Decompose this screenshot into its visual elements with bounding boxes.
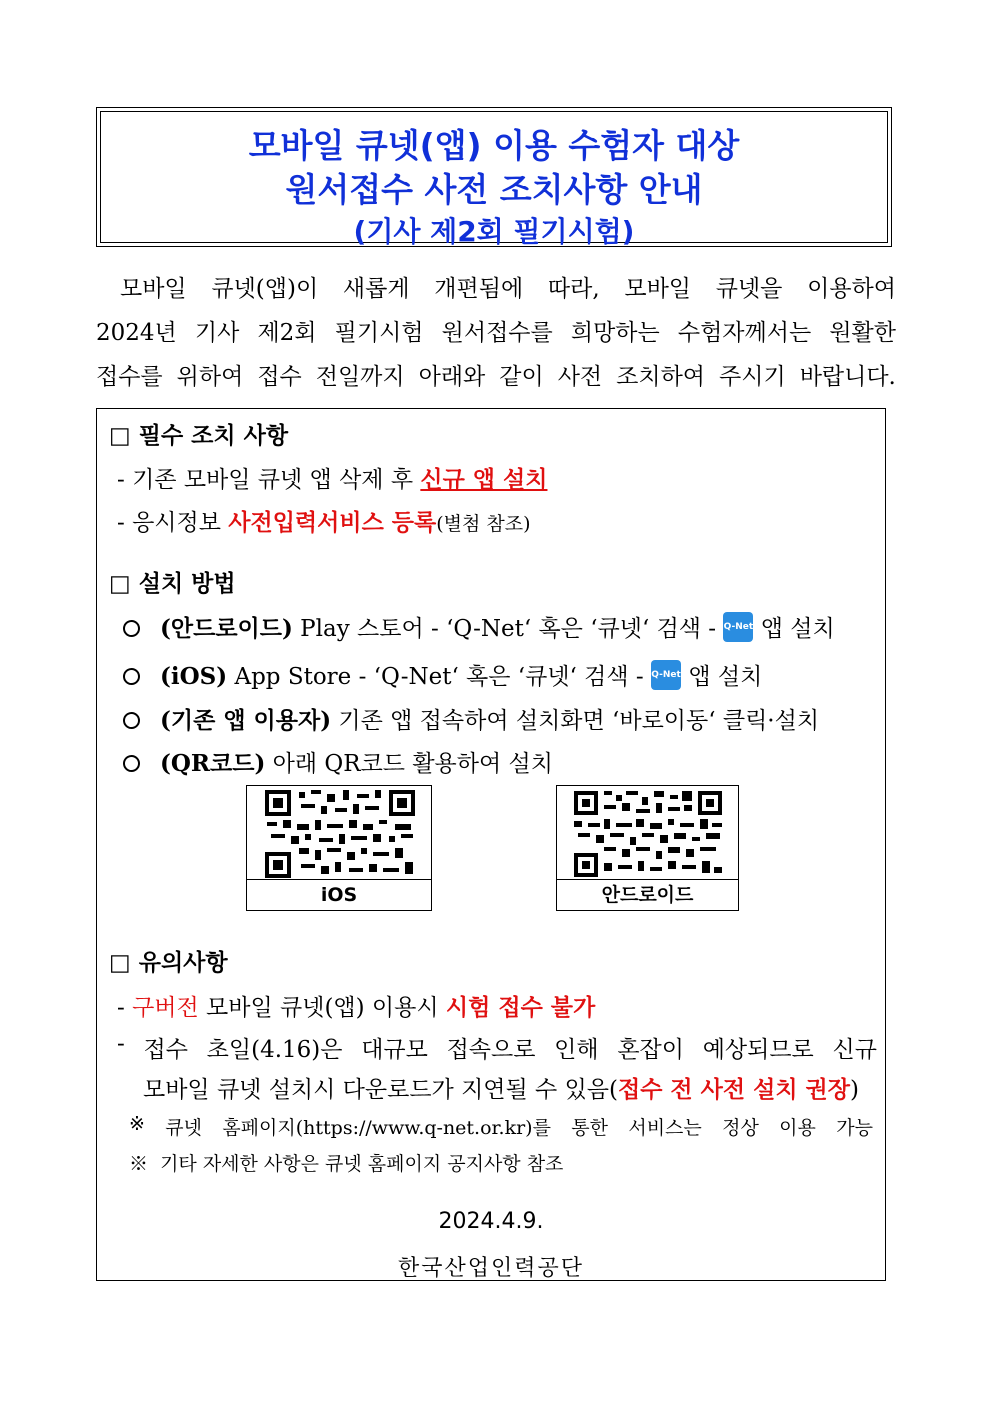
word: 홈페이지(https://www.q-net.or.kr)를 <box>222 1117 551 1139</box>
section-heading-install: □ 설치 방법 <box>109 571 236 597</box>
install-ios <box>123 658 762 693</box>
qr-code-icon <box>574 791 722 877</box>
item-highlight: 신규 앱 설치 <box>420 466 548 493</box>
intro-paragraph <box>96 267 896 399</box>
word: 모바일 <box>120 276 187 302</box>
qr-label-android: 안드로이드 <box>557 879 738 910</box>
word: 새롭게 <box>342 276 410 302</box>
qr-code-icon <box>265 790 415 878</box>
footer-date: 2024.4.9. <box>438 1209 544 1234</box>
word: 전일까지 <box>315 364 405 390</box>
word: 접속으로 <box>446 1037 536 1063</box>
install-label: (기존 앱 이용자) <box>160 707 332 734</box>
section-heading-required: □ 필수 조치 사항 <box>109 423 289 449</box>
install-text: Play 스토어 - ‘Q-Net‘ 혹은 ‘큐넷‘ 검색 - <box>292 616 724 642</box>
qr-card-android[interactable] <box>556 785 739 911</box>
title-box <box>96 107 892 247</box>
item-text: 모바일 큐넷(앱) 이용시 <box>198 995 446 1021</box>
circle-bullet-icon <box>123 668 140 685</box>
intro-line-1 <box>96 267 896 311</box>
item-text: ) <box>849 1077 859 1103</box>
circle-bullet-icon <box>123 755 140 772</box>
word: 이용 <box>779 1117 816 1139</box>
circle-bullet-icon <box>123 712 140 729</box>
word: 모바일 <box>624 276 692 302</box>
main-content-box <box>96 408 886 1281</box>
word: 수험자께서는 <box>677 320 812 346</box>
word: ※ <box>129 1113 145 1135</box>
item-highlight: 시험 접수 불가 <box>445 994 596 1021</box>
install-text: App Store - ‘Q-Net‘ 혹은 ‘큐넷‘ 검색 - <box>227 664 652 690</box>
circle-bullet-icon <box>123 620 140 637</box>
word: 접수를 <box>96 364 163 390</box>
notes-item-1 <box>117 989 595 1022</box>
install-suffix: 앱 설치 <box>681 664 763 690</box>
word: 신규 <box>832 1037 877 1063</box>
word: 이용하여 <box>807 276 896 302</box>
item-dash: - <box>117 995 133 1021</box>
word: 혼잡이 <box>617 1037 684 1063</box>
item-text: - 응시정보 <box>117 510 229 536</box>
word: 인해 <box>554 1037 599 1063</box>
section-heading-notes: □ 유의사항 <box>109 950 228 976</box>
word: 대규모 <box>361 1037 428 1063</box>
word: 예상되므로 <box>702 1037 814 1063</box>
word: 필기시험 <box>334 320 424 346</box>
word: 바랍니다. <box>799 364 896 390</box>
note-2: ※ 기타 자세한 사항은 큐넷 홈페이지 공지사항 참조 <box>129 1153 564 1175</box>
install-label: (안드로이드) <box>160 615 293 642</box>
item-highlight: 구버전 <box>132 995 199 1021</box>
title-inner-frame <box>100 111 888 248</box>
word: 큐넷(앱)이 <box>211 276 319 302</box>
word: 원활한 <box>829 320 896 346</box>
notes-item-2-line-2 <box>143 1071 859 1104</box>
word: 서비스는 <box>628 1117 702 1139</box>
word: 따라, <box>547 276 600 302</box>
word: 주시기 <box>719 364 786 390</box>
word: 원서접수를 <box>441 320 553 346</box>
install-text: 아래 QR코드 활용하여 설치 <box>265 751 553 777</box>
note-1 <box>129 1113 873 1140</box>
word: 사전 <box>557 364 603 390</box>
install-label: (QR코드) <box>160 750 266 777</box>
word: 큐넷을 <box>715 276 783 302</box>
word: 정상 <box>722 1117 759 1139</box>
title-line-1: 모바일 큐넷(앱) 이용 수험자 대상 <box>248 126 740 165</box>
word: 같이 <box>499 364 544 390</box>
item-text: 모바일 큐넷 설치시 다운로드가 지연될 수 있음( <box>143 1077 618 1103</box>
word: 조치하여 <box>616 364 706 390</box>
qnet-app-icon: Q-Net <box>723 612 753 642</box>
word: 큐넷 <box>165 1117 202 1139</box>
qnet-app-icon: Q-Net <box>651 660 681 690</box>
install-android <box>123 610 835 645</box>
install-text: 기존 앱 접속하여 설치화면 ‘바로이동‘ 클릭·설치 <box>331 708 820 734</box>
word: 아래와 <box>418 364 486 390</box>
word: 통한 <box>571 1117 608 1139</box>
required-item-2 <box>117 504 531 537</box>
item-highlight: 사전입력서비스 등록 <box>228 509 437 536</box>
word: - <box>117 1031 125 1057</box>
word: 기사 <box>194 320 240 346</box>
word: 가능 <box>836 1117 873 1139</box>
qr-label-ios: iOS <box>247 879 431 910</box>
word: 접수 <box>143 1037 188 1063</box>
item-text: - 기존 모바일 큐넷 앱 삭제 후 <box>117 467 421 493</box>
install-label: (iOS) <box>160 663 228 690</box>
word: 개편됨에 <box>434 276 524 302</box>
title-line-2: 원서접수 사전 조치사항 안내 <box>285 170 703 209</box>
word: 접수 <box>257 364 302 390</box>
word: 위하여 <box>176 364 244 390</box>
install-suffix: 앱 설치 <box>753 616 835 642</box>
install-existing-user <box>123 702 819 735</box>
item-highlight: 접수 전 사전 설치 권장 <box>617 1076 850 1103</box>
install-qr <box>123 745 553 778</box>
intro-line-2 <box>96 311 896 355</box>
word: 초일(4.16)은 <box>206 1037 343 1063</box>
item-suffix: (별첨 참조) <box>436 513 531 535</box>
qr-card-ios[interactable] <box>246 785 432 911</box>
footer-organization: 한국산업인력공단 <box>397 1256 585 1281</box>
word: 희망하는 <box>570 320 660 346</box>
word: 2024년 <box>96 320 177 346</box>
title-line-3: (기사 제2회 필기시험) <box>353 215 635 248</box>
word: 제2회 <box>257 320 317 346</box>
notes-item-2-line-1 <box>117 1031 877 1064</box>
required-item-1 <box>117 461 547 494</box>
intro-line-3 <box>96 355 896 399</box>
